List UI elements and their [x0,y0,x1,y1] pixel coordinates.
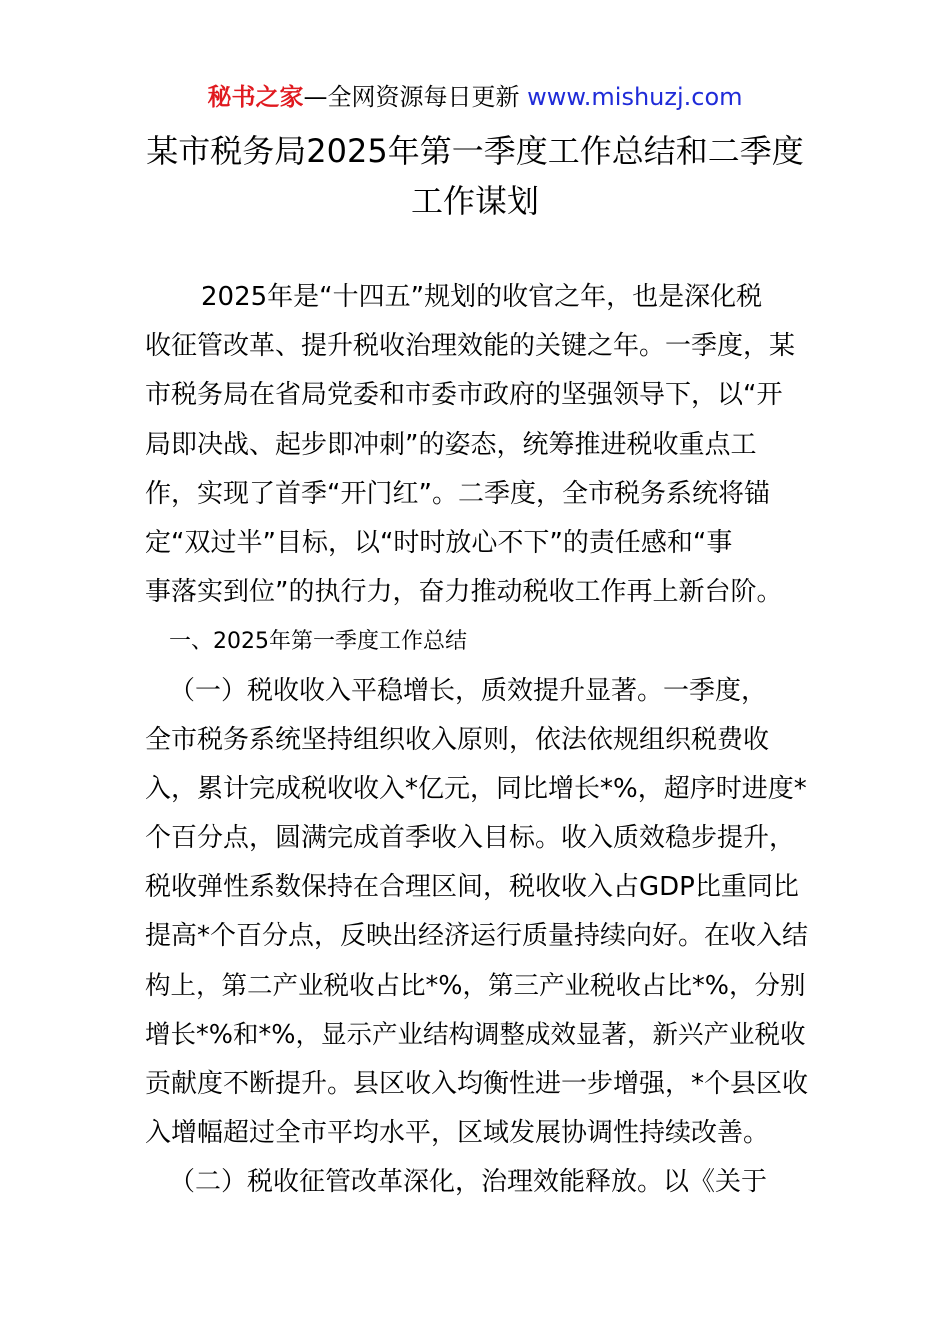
site-url-link[interactable]: www.mishuzj.com [527,83,743,111]
site-header [0,80,950,114]
paragraph-line: 事落实到位”的执行力，奋力推动税收工作再上新台阶。 [145,577,783,608]
paragraph-line: 贡献度不断提升。县区收入均衡性进一步增强，*个县区收 [145,1069,809,1099]
title-line-2: 工作谋划 [410,182,539,220]
subsection-heading-line: （一）税收收入平稳增长，质效提升显著。一季度， [169,675,768,706]
site-tagline: —全网资源每日更新 [303,83,528,111]
paragraph-line: 定“双过半”目标，以“时时放心不下”的责任感和“事 [145,527,733,558]
subsection-heading-line: （二）税收征管改革深化，治理效能释放。以《关于 [169,1167,768,1198]
title-line-1: 某市税务局2025年第一季度工作总结和二季度 [146,132,804,170]
paragraph-line: 提高*个百分点，反映出经济运行质量持续向好。在收入结 [145,921,809,952]
paragraph-line: 构上，第二产业税收占比*%，第三产业税收占比*%，分别 [145,970,806,1001]
site-brand: 秘书之家 [207,83,304,111]
paragraph-line: 入，累计完成税收收入*亿元，同比增长*%，超序时进度* [145,773,807,804]
paragraph-line: 增长*%和*%，显示产业结构调整成效显著，新兴产业税收 [145,1019,806,1050]
section-heading: 一、2025年第一季度工作总结 [169,629,467,655]
paragraph-line: 市税务局在省局党委和市委市政府的坚强领导下，以“开 [145,380,783,411]
paragraph-line: 入增幅超过全市平均水平，区域发展协调性持续改善。 [145,1118,770,1149]
paragraph-line: 收征管改革、提升税收治理效能的关键之年。一季度，某 [145,331,796,362]
paragraph-line: 全市税务系统坚持组织收入原则，依法依规组织税费收 [145,724,770,755]
paragraph-line: 2025年是“十四五”规划的收官之年，也是深化税 [201,282,763,312]
document-title [0,126,950,226]
paragraph-line: 税收弹性系数保持在合理区间，税收收入占GDP比重同比 [145,872,799,903]
document-body [145,273,810,1208]
paragraph-line: 个百分点，圆满完成首季收入目标。收入质效稳步提升， [145,823,796,854]
paragraph-line: 局即决战、起步即冲刺”的姿态，统筹推进税收重点工 [145,429,757,460]
paragraph-line: 作，实现了首季“开门红”。二季度，全市税务系统将锚 [145,478,770,509]
